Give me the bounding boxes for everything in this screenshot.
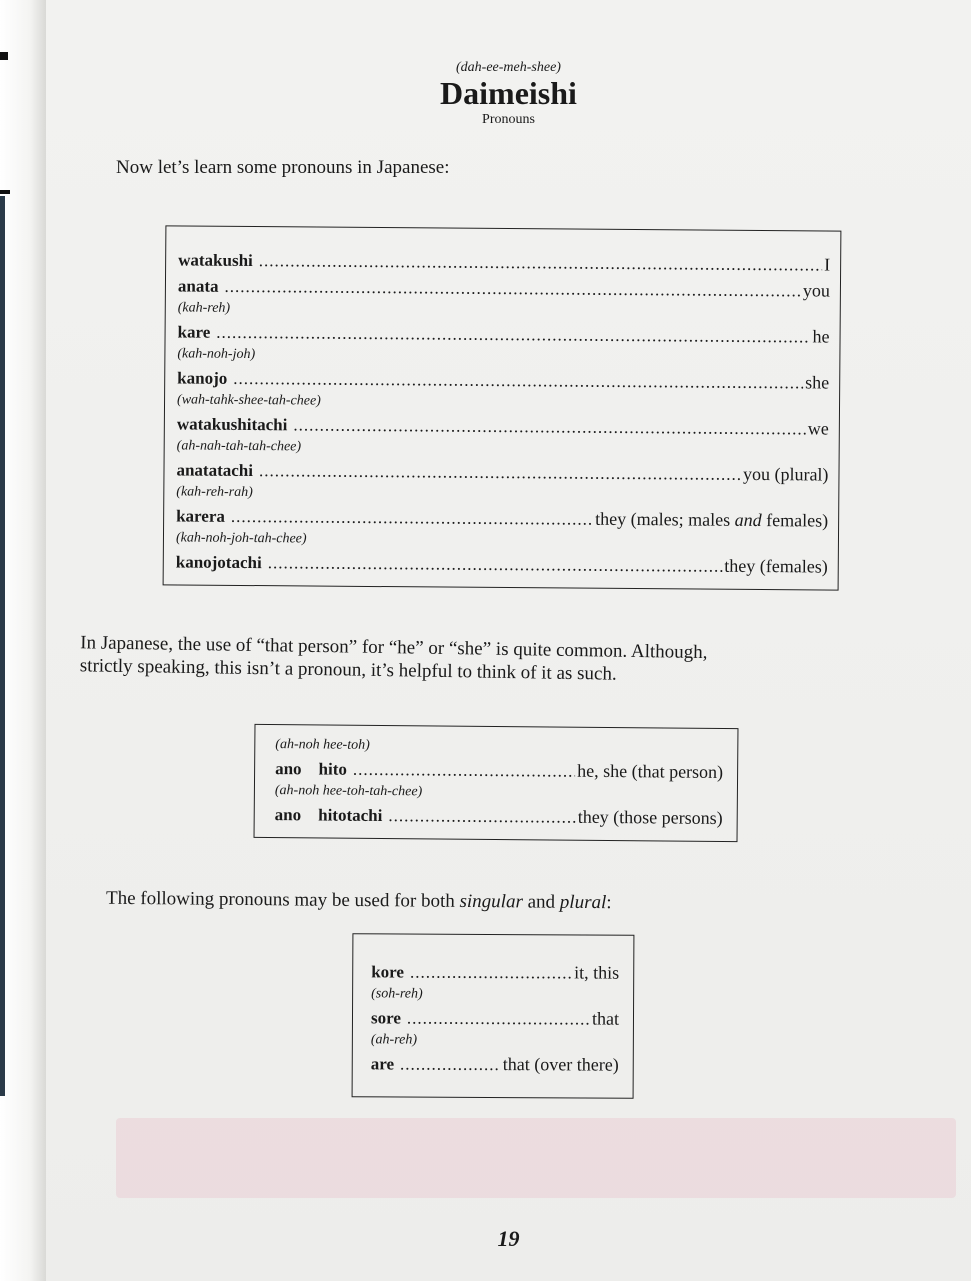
japanese-word: anata xyxy=(177,276,219,296)
japanese-word: watakushitachi xyxy=(176,414,288,435)
english-meaning: that (over there) xyxy=(502,1054,619,1075)
plural-note-text: The following pronouns may be used for both xyxy=(105,887,460,912)
japanese-word: karera xyxy=(176,506,226,526)
pronoun-box-demonstratives xyxy=(352,933,635,1098)
pronoun-entry xyxy=(371,1004,619,1031)
pronoun-entry xyxy=(275,801,723,831)
english-meaning: I xyxy=(824,254,831,275)
pronunciation-guide: (kah-reh) xyxy=(177,300,231,316)
japanese-word: are xyxy=(370,1054,395,1074)
english-meaning: it, this xyxy=(574,962,620,983)
pronunciation-guide: (ah-noh hee-toh) xyxy=(275,737,370,753)
english-meaning: we xyxy=(807,418,829,439)
pronunciation-guide: (ah-reh) xyxy=(370,1032,418,1048)
dot-leader xyxy=(400,1052,501,1079)
dot-leader xyxy=(410,960,572,987)
pronunciation-guide: (soh-reh) xyxy=(371,986,423,1002)
page-number: 19 xyxy=(497,1226,520,1251)
intro-text: Now let’s learn some pronouns in Japanese: xyxy=(116,157,450,178)
dot-leader xyxy=(353,757,575,785)
pronoun-box-that-person xyxy=(254,724,739,842)
pronunciation-guide: (wah-tahk-shee-tah-chee) xyxy=(176,392,321,409)
plural-note-plural: plural xyxy=(559,891,607,914)
english-meaning: they (females) xyxy=(724,555,828,577)
english-meaning: you (plural) xyxy=(742,463,829,485)
binding-mark xyxy=(0,52,8,60)
japanese-word: kanojo xyxy=(177,368,228,388)
pronunciation-guide: (kah-noh-joh-tah-chee) xyxy=(175,530,307,547)
pronunciation-guide: (kah-reh-rah) xyxy=(176,484,253,501)
dot-leader xyxy=(407,1006,590,1033)
dot-leader xyxy=(388,803,576,831)
title-pronunciation: (dah-ee-meh-shee) xyxy=(456,60,561,75)
dot-leader xyxy=(268,550,723,580)
english-meaning: they (males; males and females) xyxy=(595,508,829,531)
page-header xyxy=(46,60,971,128)
background-stain xyxy=(116,1118,956,1198)
english-meaning: that xyxy=(591,1008,620,1029)
binding-strip xyxy=(0,196,5,1096)
english-meaning: they (those persons) xyxy=(577,806,723,828)
pronoun-box-main xyxy=(163,225,842,590)
japanese-word: anatatachi xyxy=(176,460,254,481)
plural-note-text: and xyxy=(522,891,560,913)
pronunciation-guide: (ah-nah-tah-tah-chee) xyxy=(176,438,302,455)
pronoun-entry xyxy=(176,548,828,579)
japanese-word: watakushi xyxy=(178,250,253,271)
english-meaning: he, she (that person) xyxy=(577,760,724,782)
explanation-line-1: In Japanese, the use of “that person” for “he” or “she” is quite common. Although, xyxy=(80,632,708,664)
page-title: Daimeishi xyxy=(440,75,577,111)
pronoun-entry xyxy=(371,958,619,985)
explanation-paragraph xyxy=(80,631,941,691)
plural-note-text: : xyxy=(606,892,612,914)
dot-leader xyxy=(224,274,801,305)
pronoun-entry xyxy=(178,272,830,303)
japanese-word: kare xyxy=(177,322,211,342)
dot-leader xyxy=(259,458,741,488)
pronoun-entry xyxy=(176,456,828,487)
japanese-word: ano hito xyxy=(275,759,347,779)
pronoun-entry xyxy=(275,755,723,785)
japanese-word: sore xyxy=(370,1008,401,1028)
pronunciation-guide: (ah-noh hee-toh-tah-chee) xyxy=(274,783,423,800)
dot-leader xyxy=(216,320,810,351)
english-meaning: he xyxy=(812,326,830,347)
pronoun-entry xyxy=(177,318,829,349)
english-meaning: she xyxy=(805,372,830,393)
binding-mark xyxy=(0,190,10,194)
pronunciation-guide: (kah-noh-joh) xyxy=(177,346,256,363)
japanese-word: ano hitotachi xyxy=(274,805,383,826)
plural-note xyxy=(106,888,612,914)
japanese-word: kanojotachi xyxy=(175,552,262,573)
pronoun-entry xyxy=(371,1050,619,1077)
page-subtitle: Pronouns xyxy=(482,112,535,127)
japanese-word: kore xyxy=(371,962,405,982)
pronoun-entry xyxy=(178,246,830,277)
book-page xyxy=(46,0,971,1281)
plural-note-singular: singular xyxy=(459,890,524,913)
explanation-line-2: strictly speaking, this isn’t a pronoun, it’s helpful to think of it as such. xyxy=(79,655,617,685)
dot-leader xyxy=(293,412,806,442)
english-meaning: you xyxy=(802,280,831,301)
